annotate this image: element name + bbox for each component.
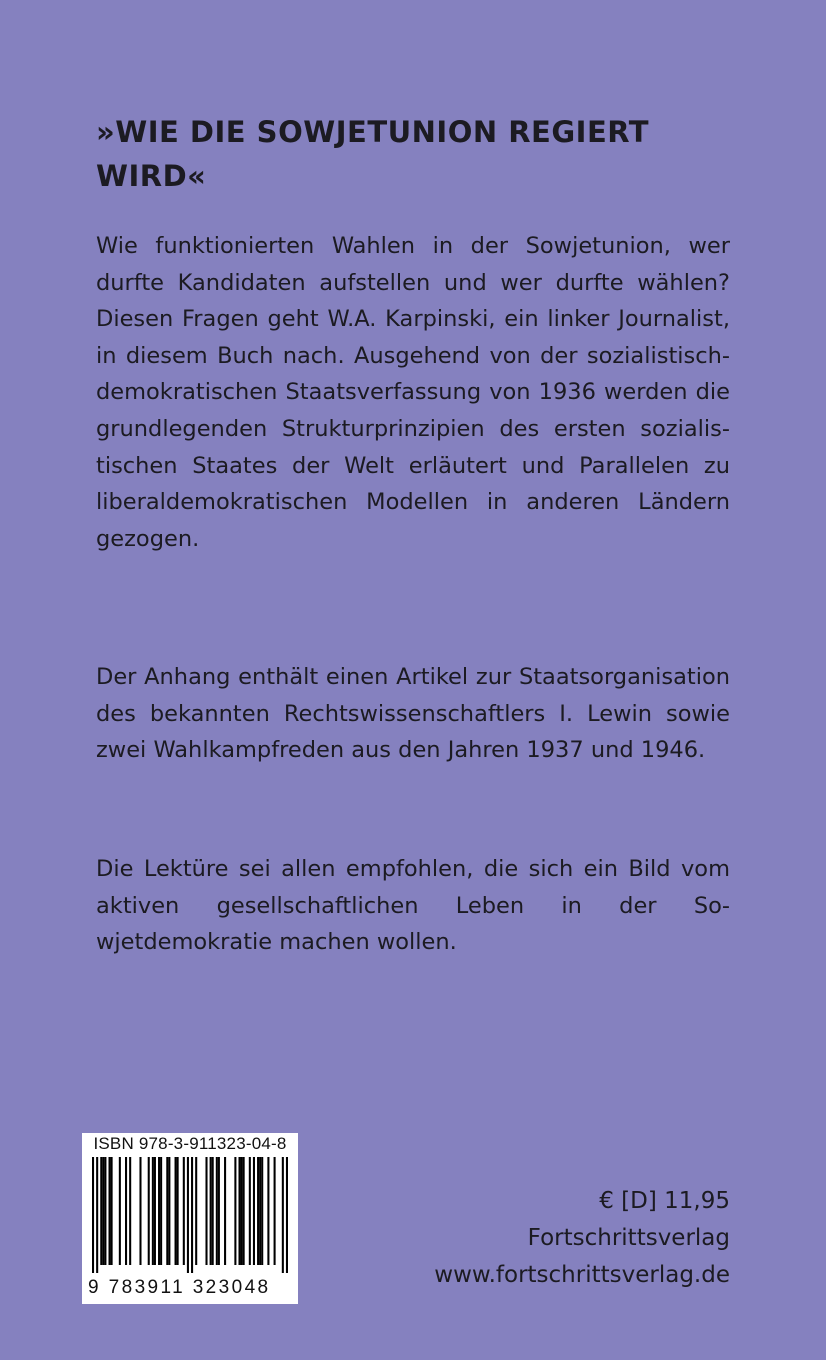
appendix-paragraph: Der Anhang enthält einen Artikel zur Staatsorganisation des bekannten Rechtswissenschaftlers I. Lewin sowie zwei Wahlkampfreden aus den Jahren 1937 und 1946.: [96, 664, 730, 764]
barcode-bar: [241, 1157, 243, 1265]
barcode-bar: [100, 1157, 102, 1265]
barcode-bar: [212, 1157, 214, 1265]
isbn-barcode: [82, 1133, 298, 1304]
barcode-guard-bar: [286, 1157, 288, 1273]
barcode-bar: [152, 1157, 154, 1265]
publisher-website[interactable]: www.fortschrittsverlag.de: [434, 1262, 730, 1288]
barcode-bar: [205, 1157, 207, 1265]
barcode-bar: [177, 1157, 179, 1265]
barcode-bars: [92, 1157, 288, 1273]
barcode-bar: [243, 1157, 245, 1265]
barcode-bar: [218, 1157, 220, 1265]
barcode-bar: [160, 1157, 162, 1265]
barcode-bar: [175, 1157, 177, 1265]
barcode-bar: [168, 1157, 170, 1265]
headline: »WIE DIE SOWJETUNION REGIERT WIRD«: [96, 115, 650, 193]
barcode-guard-bar: [191, 1157, 193, 1273]
barcode-bar: [166, 1157, 168, 1265]
barcode-bar: [125, 1157, 127, 1265]
barcode-bar: [148, 1157, 150, 1265]
description-paragraph: Wie funktionierten Wahlen in der Sowjetunion, wer durfte Kandidaten aufstellen und wer durfte wählen? Diesen Fragen geht W.A. Karpinski, ein linker Journalist, in diesem Buch nach. Ausgehend von der sozialistisch-demokratischen Staatsverfassung von 1936 werden die grundlegenden Strukturprinzipien des ersten sozialistischen Staates der Welt erläutert und Parallelen zu liberaldemokratischen Modellen in anderen Ländern gezogen.: [96, 233, 730, 552]
barcode-bar: [104, 1157, 106, 1265]
barcode-bar: [139, 1157, 141, 1265]
barcode-bar: [253, 1157, 255, 1265]
barcode-guard-bar: [282, 1157, 284, 1273]
publisher-info: [434, 1183, 730, 1294]
isbn-label: ISBN 978-3-911323-04-8: [93, 1134, 287, 1153]
barcode-bar: [109, 1157, 111, 1265]
publisher-name: Fortschrittsverlag: [527, 1225, 730, 1251]
barcode-bar: [274, 1157, 276, 1265]
barcode-bar: [257, 1157, 259, 1265]
barcode-bar: [210, 1157, 212, 1265]
isbn-digits: 9 783911 323048: [88, 1277, 271, 1298]
barcode-bar: [234, 1157, 236, 1265]
barcode-bar: [224, 1157, 226, 1265]
barcode-bar: [259, 1157, 261, 1265]
barcode-bar: [238, 1157, 240, 1265]
barcode-bar: [102, 1157, 104, 1265]
barcode-guard-bar: [187, 1157, 189, 1273]
barcode-guard-bar: [96, 1157, 98, 1273]
barcode-bar: [129, 1157, 131, 1265]
barcode-bar: [119, 1157, 121, 1265]
barcode-bar: [195, 1157, 197, 1265]
barcode-bar: [261, 1157, 263, 1265]
barcode-bar: [154, 1157, 156, 1265]
barcode-guard-bar: [92, 1157, 94, 1273]
barcode-bar: [249, 1157, 251, 1265]
barcode-bar: [183, 1157, 185, 1265]
barcode-bar: [267, 1157, 269, 1265]
recommendation-paragraph: Die Lektüre sei allen empfohlen, die sich ein Bild vom aktiven gesellschaftlichen Leben in der Sowjetdemokratie machen wollen.: [96, 856, 730, 956]
barcode-bar: [216, 1157, 218, 1265]
barcode-bar: [111, 1157, 113, 1265]
price: € [D] 11,95: [599, 1188, 730, 1214]
barcode-bar: [158, 1157, 160, 1265]
